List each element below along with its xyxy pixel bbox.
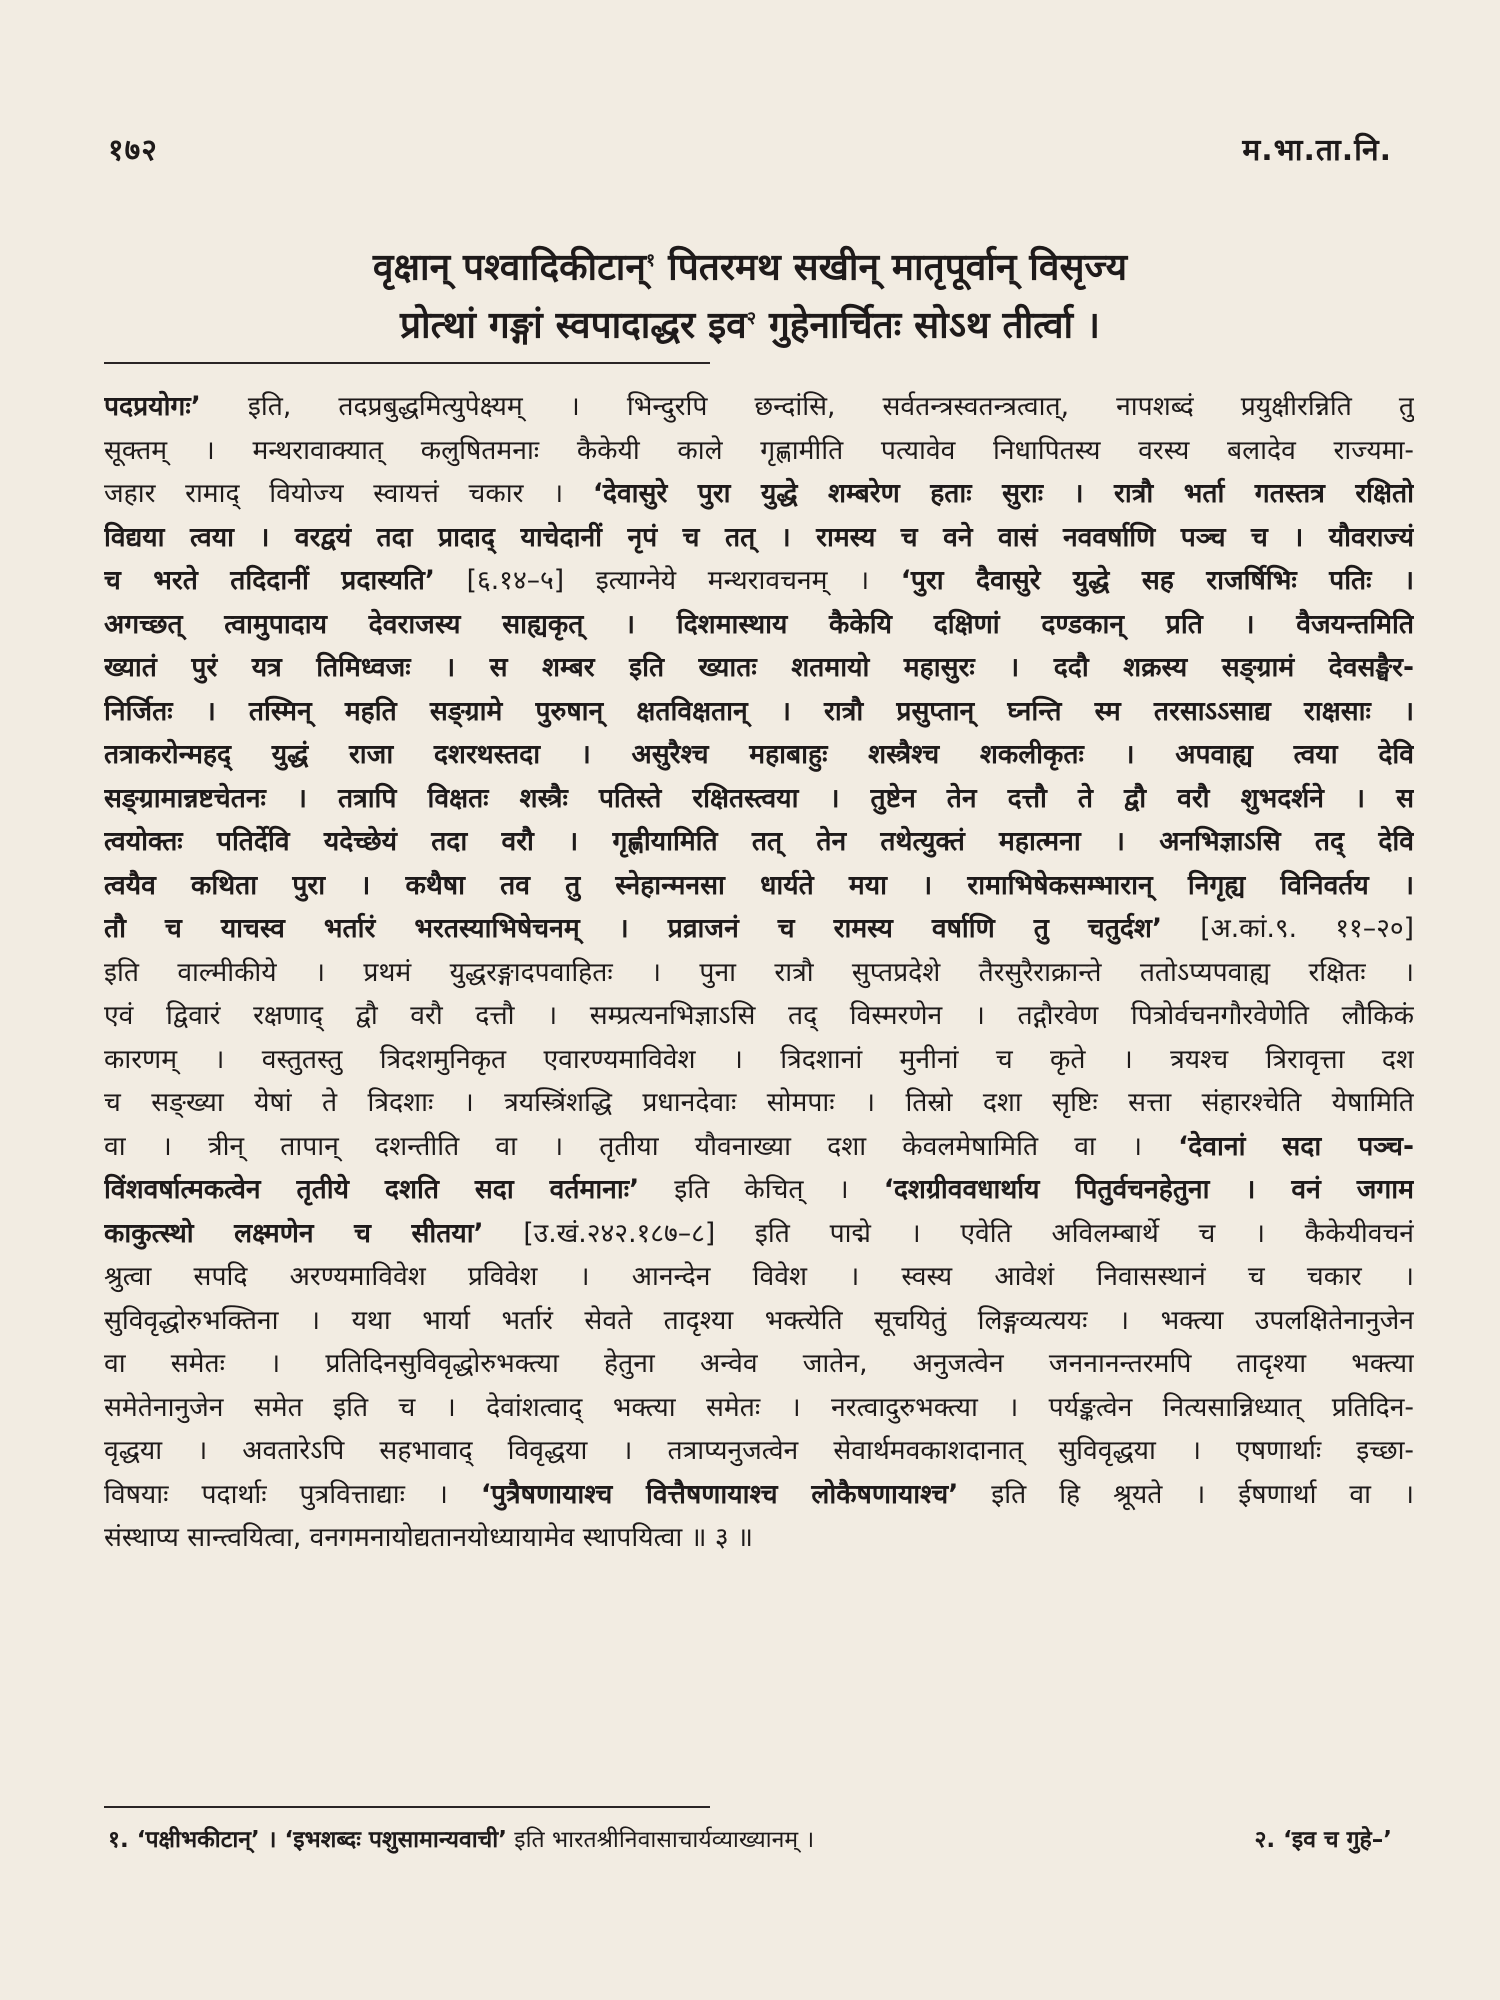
- commentary-line: वा । त्रीन् तापान् दशन्तीति वा । तृतीया यौवनाख्या दशा केवलमेषामिति वा । ‘देवानां सदा पञ्च-: [104, 1130, 1414, 1162]
- commentary-line: वृद्धया । अवतारेऽपि सहभावाद् विवृद्धया । तत्राप्यनुजत्वेन सेवार्थमवकाशदानात् सुविवृद्धया । एषणार्थाः इच्छा-: [104, 1435, 1414, 1466]
- commentary-line: कारणम् । वस्तुतस्तु त्रिदशमुनिकृत एवारण्यमाविवेश । त्रिदशानां मुनीनां च कृते । त्रयश्च त्रिरावृत्ता दश: [104, 1043, 1414, 1075]
- footnote-1: १. ‘पक्षीभकीटान्’ । ‘इभशब्दः पशुसामान्यवाची’ इति भारतश्रीनिवासाचार्यव्याख्यानम् ।: [108, 1827, 815, 1853]
- commentary-line: तौ च याचस्व भर्तारं भरतस्याभिषेचनम् । प्रव्राजनं च रामस्य वर्षाणि तु चतुर्दश’ [अ.कां.९. ११–२०]: [104, 913, 1414, 944]
- commentary-body: [104, 385, 1414, 1560]
- verse-line-1: वृक्षान् पश्वादिकीटान्$^१$ पितरमथ सखीन् मातृपूर्वान् विसृज्य: [372, 245, 1128, 289]
- commentary-line: च सङ्ख्या येषां ते त्रिदशाः । त्रयस्त्रिंशद्धि प्रधानदेवाः सोमपाः । तिस्रो दशा सृष्टिः सत्ता संहारश्चेति येषामिति: [104, 1087, 1414, 1118]
- commentary-line: विद्यया त्वया । वरद्वयं तदा प्रादाद् याचेदानीं नृपं च तत् । रामस्य च वने वासं नववर्षाणि पञ्च च । यौवराज्यं: [104, 521, 1414, 553]
- commentary-line: काकुत्स्थो लक्ष्मणेन च सीतया’ [उ.खं.२४२.१८७–८] इति पाद्मे । एवेति अविलम्बार्थे च । कैकेयीवचनं: [104, 1217, 1414, 1249]
- commentary-line: सूक्तम् । मन्थरावाक्यात् कलुषितमनाः कैकेयी काले गृह्णामीति पत्यावेव निधापितस्य वरस्य बलादेव राज्यमा-: [104, 434, 1414, 466]
- commentary-line: ख्यातं पुरं यत्र तिमिध्वजः । स शम्बर इति ख्यातः शतमायो महासुरः । ददौ शक्रस्य सङ्ग्रामं देवसङ्घैर-: [104, 652, 1414, 683]
- commentary-line: पदप्रयोगः’ इति, तदप्रबुद्धमित्युपेक्ष्यम् । भिन्दुरपि छन्दांसि, सर्वतन्त्रस्वतन्त्रत्वात्, नापशब्दं प्रयुक्षीरन्निति तु: [104, 391, 1414, 422]
- commentary-line: समेतेनानुजेन समेत इति च । देवांशत्वाद् भक्त्या समेतः । नरत्वादुरुभक्त्या । पर्यङ्कत्वेन नित्यसान्निध्यात् प्रतिदिन-: [104, 1391, 1414, 1423]
- commentary-line: विंशवर्षात्मकत्वेन तृतीये दशति सदा वर्तमानाः’ इति केचित् । ‘दशग्रीववधार्थाय पितुर्वचनहेतुना । वनं जगाम: [104, 1174, 1414, 1205]
- commentary-line: सुविवृद्धोरुभक्तिना । यथा भार्या भर्तारं सेवते तादृश्या भक्त्येति सूचयितुं लिङ्गव्यत्ययः । भक्त्या उपलक्षितेनानुजेन: [104, 1304, 1414, 1336]
- commentary-line: निर्जितः । तस्मिन् महति सङ्ग्रामे पुरुषान् क्षतविक्षतान् । रात्रौ प्रसुप्तान् घ्नन्ति स्म तरसाऽऽसाद्य राक्षसाः ।: [104, 695, 1414, 727]
- commentary-line: विषयाः पदार्थाः पुत्रवित्ताद्याः । ‘पुत्रैषणायाश्च वित्तैषणायाश्च लोकैषणायाश्च’ इति हि श्रूयते । ईषणार्था वा ।: [104, 1478, 1414, 1510]
- footnote-marker-2: २: [746, 308, 757, 329]
- commentary-line: जहार रामाद् वियोज्य स्वायत्तं चकार । ‘देवासुरे पुरा युद्धे शम्बरेण हताः सुराः । रात्रौ भर्ता गतस्तत्र रक्षितो: [104, 478, 1414, 509]
- commentary-line: संस्थाप्य सान्त्वयित्वा, वनगमनायोद्यतानयोध्यायामेव स्थापयित्वा ॥ ३ ॥: [104, 1522, 754, 1553]
- commentary-line: इति वाल्मीकीये । प्रथमं युद्धरङ्गादपवाहितः । पुना रात्रौ सुप्तप्रदेशे तैरसुरैराक्रान्ते ततोऽप्यपवाह्य रक्षितः ।: [104, 956, 1414, 988]
- commentary-line: एवं द्विवारं रक्षणाद् द्वौ वरौ दत्तौ । सम्प्रत्यनभिज्ञाऽसि तद् विस्मरणेन । तद्गौरवेण पित्रोर्वचनगौरवेणेति लौकिकं: [104, 1000, 1414, 1031]
- footnote-marker-1: १: [645, 250, 656, 271]
- commentary-line: तत्राकरोन्महद् युद्धं राजा दशरथस्तदा । असुरैश्च महाबाहुः शस्त्रैश्च शकलीकृतः । अपवाह्य त्वया देवि: [104, 739, 1414, 770]
- commentary-line: अगच्छत् त्वामुपादाय देवराजस्य साह्यकृत् । दिशमास्थाय कैकेयि दक्षिणां दण्डकान् प्रति । वैजयन्तमिति: [104, 608, 1414, 640]
- verse-line-2: प्रोत्थां गङ्गां स्वपादाद्धर इव$^२$ गुहेनार्चितः सोऽथ तीर्त्वा ।: [399, 303, 1101, 347]
- commentary-line: च भरते तदिदानीं प्रदास्यति’ [६.१४–५] इत्याग्नेये मन्थरावचनम् । ‘पुरा दैवासुरे युद्धे सह राजर्षिभिः पतिः ।: [104, 565, 1414, 596]
- commentary-line: त्वयोक्तः पतिर्देवि यदेच्छेयं तदा वरौ । गृह्णीयामिति तत् तेन तथेत्युक्तं महात्मना । अनभिज्ञाऽसि तद् देवि: [104, 826, 1414, 857]
- commentary-line: श्रुत्वा सपदि अरण्यमाविवेश प्रविवेश । आनन्देन विवेश । स्वस्य आवेशं निवासस्थानं च चकार ।: [104, 1261, 1414, 1292]
- commentary-line: सङ्ग्रामान्नष्टचेतनः । तत्रापि विक्षतः शस्त्रैः पतिस्ते रक्षितस्त्वया । तुष्टेन तेन दत्तौ ते द्वौ वरौ शुभदर्शने । स: [104, 782, 1414, 814]
- footnote-2: २. ‘इव च गुहे–’: [1254, 1827, 1392, 1853]
- verse-divider: [104, 362, 710, 364]
- footnote-divider: [104, 1806, 710, 1808]
- running-header: म.भा.ता.नि.: [1242, 133, 1392, 168]
- page-number: १७२: [108, 133, 158, 168]
- commentary-line: वा समेतः । प्रतिदिनसुविवृद्धोरुभक्त्या हेतुना अन्वेव जातेन, अनुजत्वेन जननानन्तरमपि तादृश्या भक्त्या: [104, 1348, 1414, 1379]
- commentary-line: त्वयैव कथिता पुरा । कथैषा तव तु स्नेहान्मनसा धार्यते मया । रामाभिषेकसम्भारान् निगृह्य विनिवर्तय ।: [104, 869, 1414, 901]
